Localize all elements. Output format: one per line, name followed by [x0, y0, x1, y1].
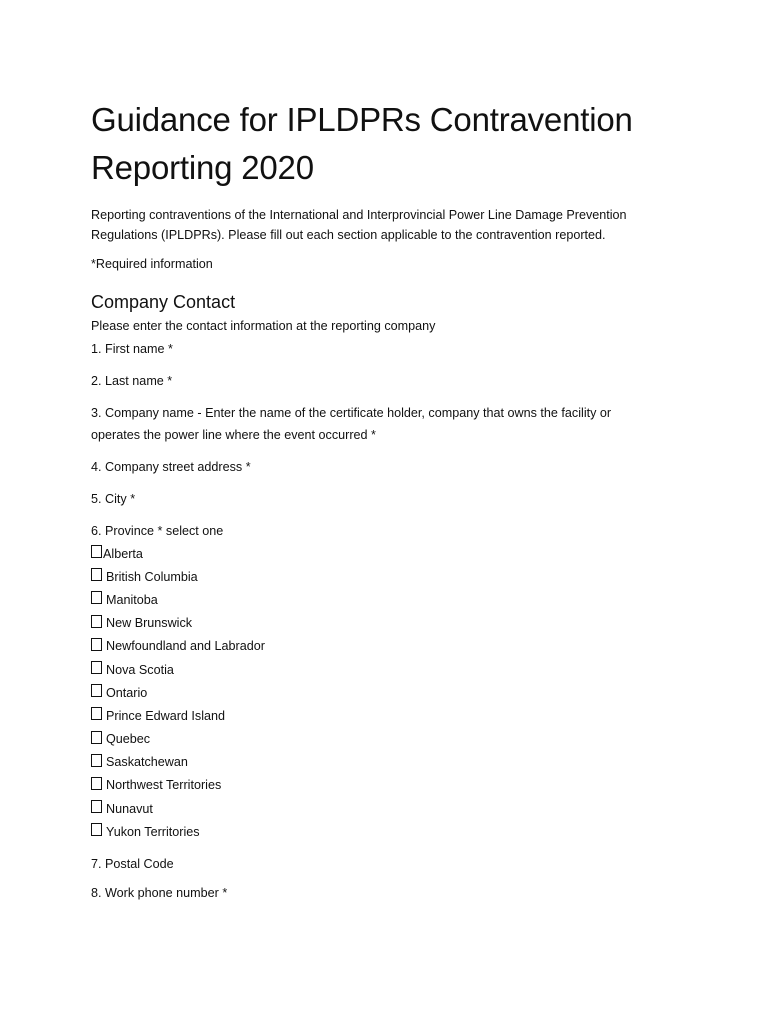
province-option-label: Northwest Territories: [106, 778, 222, 793]
required-note: *Required information: [91, 257, 213, 271]
checkbox[interactable]: [91, 823, 102, 836]
province-option-label: Alberta: [103, 546, 143, 561]
province-option-label: Quebec: [106, 732, 151, 747]
field-label-city: 5. City *: [91, 492, 136, 506]
province-options: [91, 542, 691, 843]
province-option-saskatchewan[interactable]: [91, 751, 691, 774]
document-page: [91, 96, 691, 904]
field-label-province: 6. Province * select one: [91, 524, 224, 538]
province-option-manitoba[interactable]: [91, 588, 691, 611]
checkbox[interactable]: [91, 568, 102, 581]
province-option-label: Saskatchewan: [106, 755, 188, 770]
province-option-nova-scotia[interactable]: [91, 658, 691, 681]
checkbox[interactable]: [91, 638, 102, 651]
province-option-label: British Columbia: [106, 569, 198, 584]
checkbox[interactable]: [91, 754, 102, 767]
province-option-british-columbia[interactable]: [91, 565, 691, 588]
checkbox[interactable]: [91, 684, 102, 697]
checkbox[interactable]: [91, 615, 102, 628]
province-option-label: Nunavut: [106, 801, 153, 816]
province-option-label: Nova Scotia: [106, 662, 174, 677]
field-label-street-address: 4. Company street address *: [91, 460, 251, 474]
field-label-postal-code: 7. Postal Code: [91, 857, 174, 872]
checkbox[interactable]: [91, 591, 102, 604]
province-option-label: Yukon Territories: [106, 824, 200, 839]
province-option-new-brunswick[interactable]: [91, 612, 691, 635]
field-label-work-phone: 8. Work phone number *: [91, 886, 228, 901]
checkbox[interactable]: [91, 731, 102, 744]
checkbox[interactable]: [91, 707, 102, 720]
province-option-northwest-territories[interactable]: [91, 774, 691, 797]
checkbox[interactable]: [91, 777, 102, 790]
province-option-label: Manitoba: [106, 592, 158, 607]
checkbox[interactable]: [91, 545, 102, 558]
province-option-nunavut[interactable]: [91, 797, 691, 820]
field-label-last-name: 2. Last name *: [91, 374, 173, 388]
province-option-label: Prince Edward Island: [106, 708, 226, 723]
section-description: Please enter the contact information at the reporting company: [91, 319, 436, 333]
checkbox[interactable]: [91, 800, 102, 813]
province-option-label: Newfoundland and Labrador: [106, 639, 265, 654]
province-option-yukon-territories[interactable]: [91, 820, 691, 843]
field-label-first-name: 1. First name *: [91, 342, 173, 356]
province-option-newfoundland-and-labrador[interactable]: [91, 635, 691, 658]
province-option-label: New Brunswick: [106, 616, 193, 631]
document-title: Guidance for IPLDPRs Contravention Reporting 2020: [91, 101, 633, 186]
province-option-alberta[interactable]: [91, 542, 691, 565]
province-option-ontario[interactable]: [91, 681, 691, 704]
field-label-company-name: 3. Company name - Enter the name of the certificate holder, company that owns the facility or operates the power line where the event occurred *: [91, 406, 612, 442]
section-heading-company-contact: Company Contact: [91, 292, 236, 312]
intro-paragraph: Reporting contraventions of the International and Interprovincial Power Line Damage Prevention Regulations (IPLDPRs). Please fill out each section applicable to the contravention reported.: [91, 208, 627, 242]
province-option-prince-edward-island[interactable]: [91, 704, 691, 727]
checkbox[interactable]: [91, 661, 102, 674]
province-option-label: Ontario: [106, 685, 148, 700]
province-option-quebec[interactable]: [91, 728, 691, 751]
